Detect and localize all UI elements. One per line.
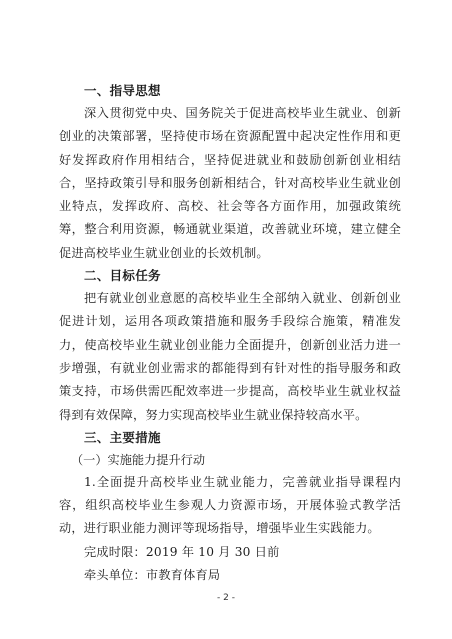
section-heading-guiding-ideology: 一、指导思想 xyxy=(84,83,161,98)
section-paragraph-goals: 把有就业创业意愿的高校毕业生全部纳入就业、创新创业促进计划，运用各项政策措施和服务手段综合施策，精准发力，使高校毕业生就业创业能力全面提升，创新创业活力进一步增强，有就业创业需求的都能得到有针对性的指导服务和政策支持，市场供需匹配效率进一步提高，高校毕业生就业权益得到有效保障，努力实现高校毕业生就业保持较高水平。 xyxy=(59,291,401,422)
measure-item-1: 1.全面提升高校毕业生就业能力，完善就业指导课程内容，组织高校毕业生参观人力资源市场，开展体验式教学活动，进行职业能力测评等现场指导，增强毕业生实践能力。 xyxy=(59,474,401,536)
document-body xyxy=(59,80,401,587)
section-paragraph-guiding-ideology: 深入贯彻党中央、国务院关于促进高校毕业生就业、创新创业的决策部署，坚持使市场在资源配置中起决定性作用和更好发挥政府作用相结合，坚持促进就业和鼓励创新创业相结合，坚持政策引导和服务创新相结合，针对高校毕业生就业创业特点，发挥政府、高校、社会等各方面作用，加强政策统筹，整合利用资源，畅通就业渠道，改善就业环境，建立健全促进高校毕业生就业创业的长效机制。 xyxy=(59,106,401,260)
section-heading-goals: 二、目标任务 xyxy=(84,268,161,284)
section-heading-main-measures: 三、主要措施 xyxy=(84,429,161,445)
deadline-text: 完成时限：2019 年 10 月 30 日前 xyxy=(84,544,280,559)
page-number: - 2 - xyxy=(217,593,235,603)
subsection-heading-capability-action: （一）实施能力提升行动 xyxy=(71,452,206,467)
lead-unit-text: 牵头单位：市教育体育局 xyxy=(84,568,221,583)
